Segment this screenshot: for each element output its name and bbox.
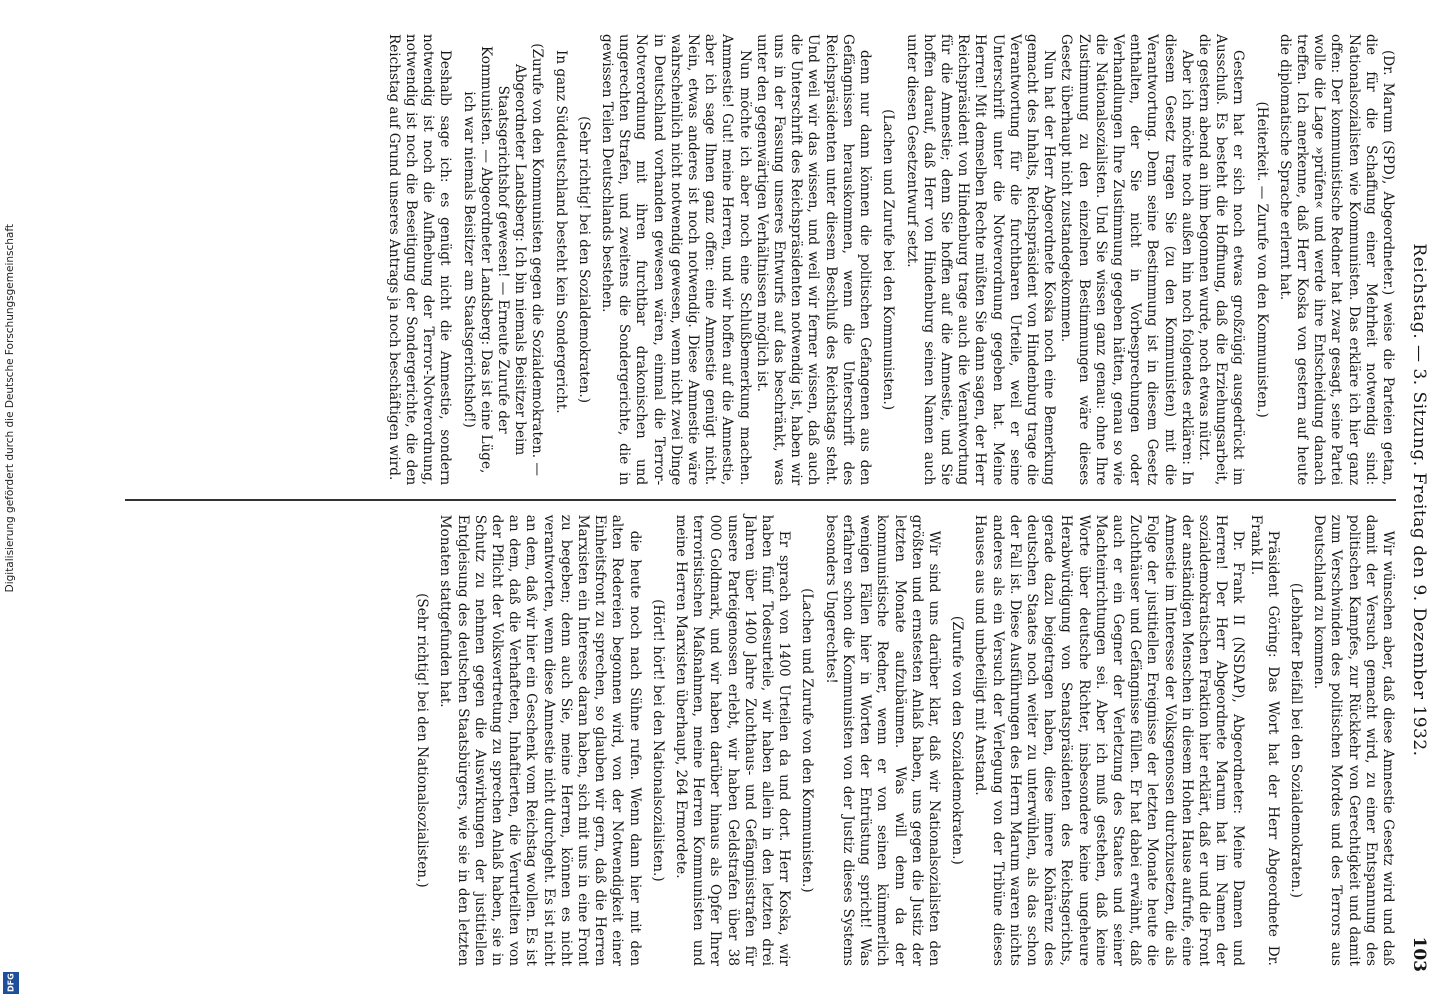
paragraph: Deshalb sage ich: es genügt nicht die Amnestie, sondern notwendig ist noch die Aufhebung der Terror-Notverordnung, notwendig ist noch die Beseitigung der Sondergerichte, die den Reichstag auf Grund unseres Antrags ja noch beschäftigen wird. (385, 34, 454, 486)
rotated-page (115, 10, 1434, 990)
running-header (1404, 28, 1434, 972)
left-column (125, 20, 1396, 499)
interjection: (Lachen und Zurufe bei den Kommunisten.) (880, 109, 897, 411)
interjection: (Zurufe von den Sozialdemokraten.) (949, 615, 966, 865)
paragraph: Gestern hat er sich noch etwas großzügig ausgedrückt im Ausschuß. Es besteht die Hoffnung, daß die Erziehungsarbeit, die gestern abend an ihm begonnen wurde, noch etwas nützt. (1195, 34, 1247, 486)
interjection: (Lachen und Zurufe von den Kommunisten.) (799, 588, 816, 893)
dfg-credit-text: Digitalisierung gefördert durch die Deutsche Forschungsgemeinschaft (4, 224, 16, 593)
paragraph: Dr. Frank II (NSDAP), Abgeordneter: Meine Damen und Herren! Der Herr Abgeordnete Marum hat im Namen der sozialdemokratischen Fraktion hier erklärt, daß er und die Front der anständigen Menschen in diesem Hohen Hause aufrufe, eine Amnestie im Interesse der Volksgenossen durchzusetzen, die als Folge der justitiellen Ereignisse der letzten Monate heute die Zuchthäuser und Gefängnisse füllen. Er hat dabei erwähnt, daß auch er ein Gegner der Verletzung des Staates und seiner Machteinrichtungen sei. Aber ich muß gestehen, daß keine Worte über deutsche Richter, insbesondere keine ungeheure Herabwürdigung von Senatspräsidenten des Reichsgerichts, gerade dazu beigetragen haben, diese innere Kohärenz des deutschen Staates noch weiter zu unterwühlen, als das schon der Fall ist. Diese Ausführungen des Herrn Marum waren nichts anderes als ein Versuch der Verlegung von der Tribüne dieses Hauses aus und unbeteiligt mit Anstand. (972, 514, 1247, 966)
page-number: 103 (1409, 936, 1429, 972)
interjection: (Heiterkeit. — Zurufe von den Kommunisten.) (1253, 101, 1270, 418)
dfg-strip (0, 0, 22, 1000)
interjection: (Hört! hört! bei den Nationalsozialisten.) (649, 599, 666, 882)
paragraph: (Dr. Marum (SPD), Abgeordneter.) weise die Parteien getan, die für die Schaffung einer Mehrheit notwendig sind: Nationalsozialisten wie Kommunisten. Das erkläre ich hier ganz offen: Der kommunistische Redner hat zwar gesagt, seine Partei wolle die Lage »prüfen« und werde ihre Entscheidung danach treffen. Ich anerkenne, daß Herr Koska von gestern auf heute die diplomatische Sprache erlernt hat. (1276, 34, 1396, 486)
paragraph: Er sprach von 1400 Urteilen da und dort. Herr Koska, wir haben fünf Todesurteile, wir haben allein in den letzten drei Jahren über 1400 Jahre Zuchthaus- und Gefängnisstrafen für unsere Parteigenossen erlebt, wir haben Geldstrafen über 38 000 Goldmark, und wir haben darüber hinaus als Opfer Ihrer terroristischen Maßnahmen, meine Herren Kommunisten und meine Herren Marxisten überhaupt, 264 Ermordete. (673, 514, 793, 966)
paragraph: Wir wünschen aber, daß diese Amnestie Gesetz wird und daß damit der Versuch gemacht wird, zu einer Entspannung des politischen Kampfes, zur Rückkehr von Gerechtigkeit und damit zum Verschwinden des politischen Mordes und des Terrors aus Deutschland zu kommen. (1311, 514, 1396, 966)
document-page (100, 10, 1434, 990)
interjection: (Zurufe von den Kommunisten gegen die Sozialdemokraten. — Abgeordneter Landsberg: Ich bin niemals Beisitzer beim Staatsgerichtshof gewesen! — Erneute Zurufe der Kommunisten. — Abgeordneter Landsberg: Das ist eine Lüge, ich war niemals Beisitzer am Staatsgerichtshof!) (460, 43, 546, 476)
running-title: Reichstag. — 3. Sitzung. Freitag den 9. Dezember 1932. (1409, 243, 1429, 757)
two-column-body (125, 20, 1396, 980)
interjection: (Sehr richtig! bei den Nationalsozialisten.) (414, 593, 431, 888)
paragraph: Präsident Göring: Das Wort hat der Herr Abgeordnete Dr. Frank II. (1247, 514, 1281, 966)
right-column (125, 501, 1396, 980)
paragraph: die heute noch nach Sühne rufen. Wenn dann hier mit den alten Redereien begonnen wird, von der Notwendigkeit einer Einheitsfront zu sprechen, so glauben wir gern, daß die Herren Marxisten ein Interesse daran haben, sich mit uns in eine Front zu begeben; denn auch Sie, meine Herren, können es nicht verantworten, wenn diese Amnestie nicht durchgeht. Es ist nicht an dem, daß wir hier ein Geschenk vom Reichstag wollen. Es ist an dem, daß die Verhafteten, Inhaftierten, die Verurteilten von der Pflicht der Volksvertretung zu sprechen Anlaß haben, sie in Schutz zu nehmen gegen die Auswirkungen der justitiellen Entgleisung des deutschen Staatsbürgers, wie sie in den letzten Monaten stattgefunden hat. (437, 514, 643, 966)
paragraph: denn nur dann können die politischen Gefangenen aus den Gefängnissen herauskommen, wenn die Unterschrift des Reichspräsidenten unter diesem Beschluß des Reichstags steht. Und weil wir das wissen, und weil wir ferner wissen, daß auch die Unterschrift des Reichspräsidenten notwendig ist, haben wir uns in der Fassung unseres Entwurfs auf das beschränkt, was unter den gegenwärtigen Verhältnissen möglich ist. (753, 34, 874, 486)
dfg-logo-icon: DFG (3, 972, 19, 994)
paragraph: Aber ich möchte noch außen hin noch folgendes erklären: In diesem Gesetz tragen Sie (zu den Kommunisten) mit die Verantwortung. Denn seine Bestimmung ist in diesem Gesetz enthalten, der Sie nicht in Vorbesprechungen oder Verhandlungen Ihre Zustimmung gegeben hätten, genau so wie die Nationalsozialisten. Und Sie wissen ganz genau: ohne Ihre Zustimmung zu den einzelnen Bestimmungen wäre dieses Gesetz überhaupt nicht zustandegekommen. (1058, 34, 1195, 486)
paragraph: Nun hat der Herr Abgeordnete Koska noch eine Bemerkung gemacht des Inhalts, Reichspräsident von Hindenburg trage die Verantwortung für die furchtbaren Urteile, weil er seine Unterschrift unter die Notverordnung gegeben hat. Meine Herren! Mit demselben Rechte müßten Sie dann sagen, der Herr Reichspräsident von Hindenburg trage auch die Verantwortung für die Amnestie; denn Sie hoffen auf die Amnestie, und Sie hoffen darauf, daß Herr von Hindenburg seinen Namen auch unter diesen Gesetzentwurf setzt. (903, 34, 1058, 486)
paragraph: Nun möchte ich aber noch eine Schlußbemerkung machen. Ammestie! Gut! meine Herren, und wir hoffen auf die Amnestie, aber ich sage Ihnen ganz offen: eine Amnestie genügt nicht. Nein, etwas anderes ist noch notwendig. Diese Amnestie wäre wahrscheinlich nicht notwendig gewesen, wenn nicht zwei Dinge in Deutschland vorhanden gewesen wären, einmal die Terror-Notverordnung mit ihren furchtbar drakonischen und ungerechten Strafen, und zweitens die Sondergerichte, die in gewissen Teilen Deutschlands bestehen. (599, 34, 753, 486)
interjection: (Sehr richtig! bei den Sozialdemokraten.) (575, 116, 592, 404)
paragraph: In ganz Süddeutschland besteht kein Sondergericht. (552, 50, 569, 414)
interjection: (Lebhafter Beifall bei den Sozialdemokraten.) (1287, 582, 1304, 898)
paragraph: Wir sind uns darüber klar, daß wir Nationalsozialisten den größten und ernstesten Anlaß haben, uns gegen die Justiz der letzten Monate aufzubäumen. Was will denn da der kommunistische Redner, wenn er von seinen kümmerlich wenigen Fällen hier in Worten der Entrüstung spricht! Was erfahren schon die Kommunisten von der Justiz dieses Systems besonders Ungerechtes! (822, 514, 942, 966)
